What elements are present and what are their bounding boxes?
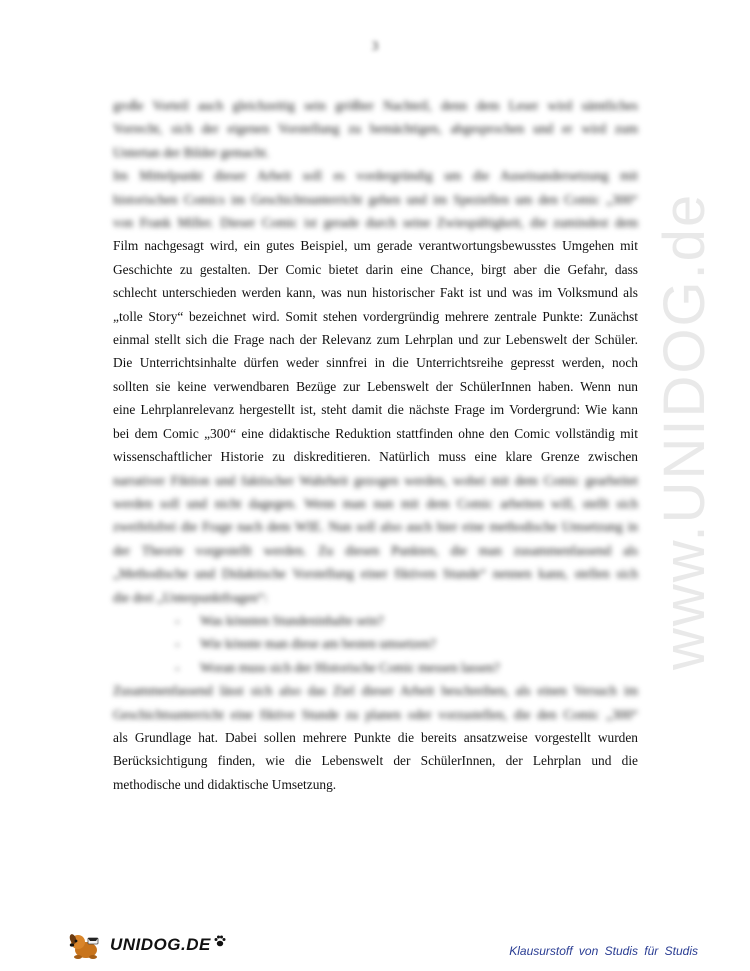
text-line: historischen Comics im Geschichtsunterricht gehen und im Speziellen um den Comic „300“ [113, 191, 638, 207]
text-line: Film nachgesagt wird, ein gutes Beispiel, um gerade verantwortungsbewusstes Umgehen mit [113, 238, 638, 254]
text-line: bei dem Comic „300“ eine didaktische Reduktion stattfinden ohne den Comic vollständig mit [113, 425, 638, 441]
list-item: - Woran muss sich der Historische Comic messen lassen? [175, 656, 638, 679]
footer-logo[interactable] [66, 929, 227, 961]
text-line: Vorrecht, sich der eigenen Vorstellung zu bemächtigen, abgesprochen und er wird zum [113, 121, 638, 137]
paw-icon [213, 934, 227, 948]
text-line: Die Unterrichtsinhalte dürfen weder sinnfrei in die Unterrichtsreihe gepresst werden, noch [113, 355, 638, 371]
text-line: narrativer Fiktion und faktischer Wahrheit gezogen werden, wobei mit dem Comic gearbeitet [113, 472, 638, 488]
question-list [113, 609, 638, 679]
text-line: Im Mittelpunkt dieser Arbeit soll es vordergründig um die Auseinandersetzung mit [113, 168, 638, 184]
text-line: als Grundlage hat. Dabei sollen mehrere Punkte die bereits ansatzweise vorgestellt wurden [113, 729, 638, 745]
logo-text: UNIDOG.DE [110, 935, 211, 954]
dog-mascot-icon [66, 929, 106, 961]
list-item: - Wie könnte man diese am besten umsetzen? [175, 632, 638, 655]
text-line: Geschichte zu gestalten. Der Comic bietet darin eine Chance, birgt aber die Gefahr, dass [113, 261, 638, 277]
text-line: Zusammenfassend lässt sich also das Ziel dieser Arbeit beschreiben, als einen Versuch im [113, 683, 638, 699]
paragraph-3 [113, 679, 638, 796]
watermark: www.UNIDOG.de [652, 192, 717, 670]
text-line: werden soll und nicht dagegen. Wenn man nun mit dem Comic arbeiten will, stellt sich [113, 495, 638, 511]
text-line: Untertan der Bilder gemacht. [113, 144, 270, 160]
text-line: eine Lehrplanrelevanz hergestellt ist, steht damit die nächste Frage im Vordergrund: Wie kann [113, 402, 638, 418]
text-line: „Methodische und Didaktische Vorstellung einer fiktiven Stunde“ nennen kann, stellen sich [113, 566, 638, 582]
paragraph-1 [113, 94, 638, 164]
list-item: - Was könnten Stundeninhalte sein? [175, 609, 638, 632]
paragraph-2 [113, 164, 638, 609]
text-line: Geschichtsunterricht eine fiktive Stunde zu planen oder vorzustellen, die den Comic „300“ [113, 706, 638, 722]
text-line: schlecht unterschieden werden kann, was nun historischer Fakt ist und was im Volksmund als [113, 285, 638, 301]
text-line: sollten sie keine verwendbaren Bezüge zur Lebenswelt der SchülerInnen haben. Wenn nun [113, 378, 638, 394]
text-line: Berücksichtigung finden, wie die Lebenswelt der SchülerInnen, der Lehrplan und die [113, 753, 638, 769]
text-line: wissenschaftlicher Historie zu diskreditieren. Natürlich muss eine klare Grenze zwischen [113, 449, 638, 465]
text-line: zweifelsfrei die Frage nach dem WIE. Nun soll also auch hier eine methodische Umsetzung in [113, 519, 638, 535]
text-line: der Theorie vorgestellt werden. Zu diesen Punkten, die man zusammenfassend als [113, 542, 638, 558]
text-line: methodische und didaktische Umsetzung. [113, 776, 337, 792]
page-number: 3 [371, 38, 379, 53]
footer-slogan: Klausurstoff von Studis für Studis [509, 944, 698, 958]
text-line: einmal stellt sich die Frage nach der Relevanz zum Lehrplan und zur Lebenswelt der Schüler. [113, 332, 638, 348]
text-line: „tolle Story“ bezeichnet wird. Somit stehen vordergründig mehrere zentrale Punkte: Zunächst [113, 308, 638, 324]
text-line: große Vorteil auch gleichzeitig sein größter Nachteil, denn dem Leser wird sämtliches [113, 98, 638, 113]
document-body [113, 94, 638, 796]
text-line: die drei „Unterpunktfragen“: [113, 589, 268, 605]
text-line: von Frank Miller. Dieser Comic ist gerade durch seine Zwiespältigkeit, die zumindest dem [113, 215, 638, 231]
